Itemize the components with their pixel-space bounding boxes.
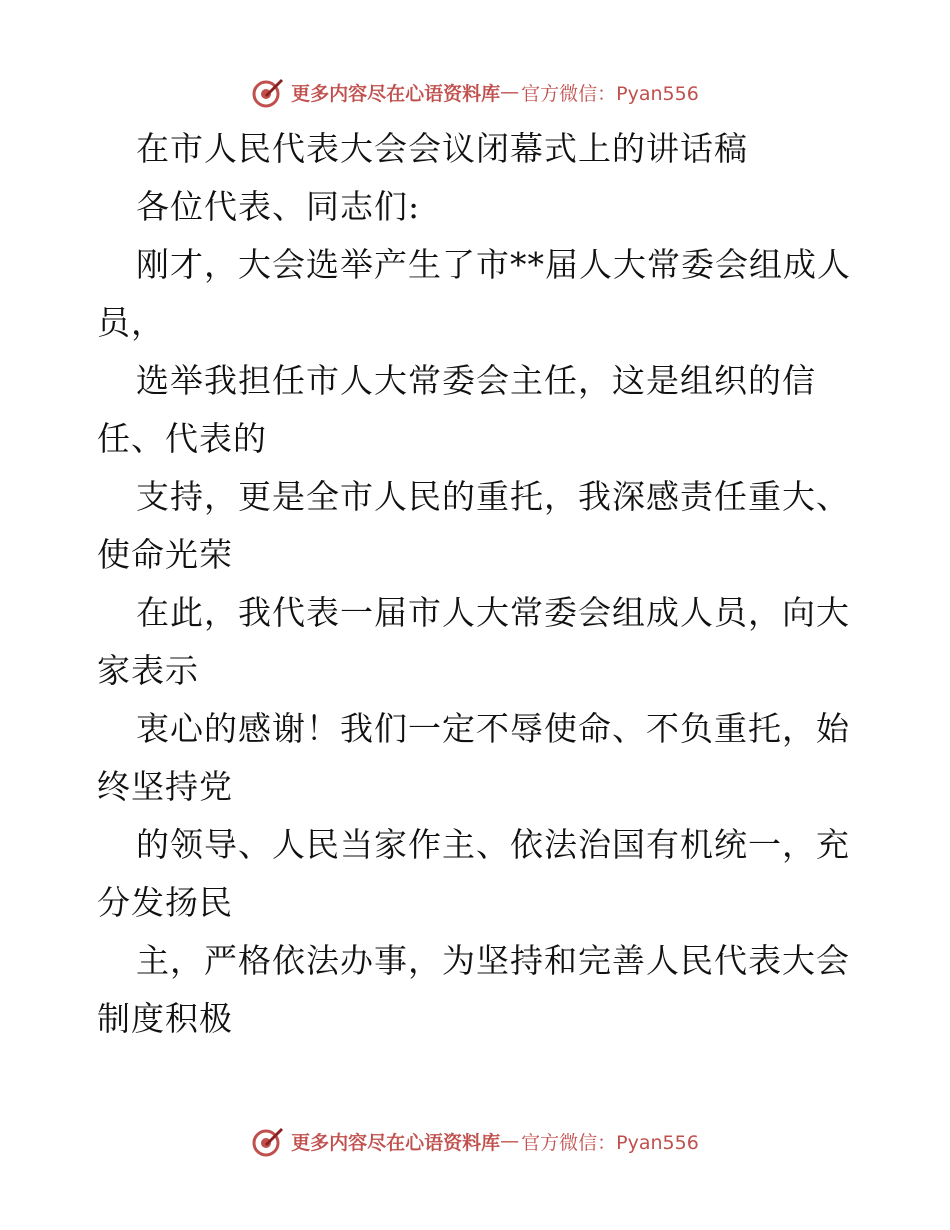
header-dash: —	[500, 81, 520, 103]
body-line: 在此，我代表一届市人大常委会组成人员，向大	[136, 593, 850, 632]
header-watermark	[0, 72, 950, 112]
body-line: 衷心的感谢！我们一定不辱使命、不负重托，始	[136, 709, 850, 748]
body-line: 的领导、人民当家作主、依法治国有机统一，充	[136, 825, 850, 864]
body-line: 任、代表的	[97, 419, 267, 458]
footer-wechat-text: 官方微信：Pyan556	[521, 1131, 699, 1154]
body-line: 终坚持党	[97, 767, 233, 806]
document-body	[97, 120, 857, 1048]
salutation: 各位代表、同志们:	[136, 187, 421, 226]
body-line: 使命光荣	[97, 535, 233, 574]
body-line: 刚才，大会选举产生了市**届人大常委会组成人	[136, 245, 851, 284]
header-wechat-text: 官方微信：Pyan556	[521, 82, 699, 105]
body-line: 员，	[97, 303, 165, 342]
body-line: 选举我担任市人大常委会主任，这是组织的信	[136, 361, 816, 400]
pen-logo-icon	[251, 75, 285, 109]
pen-logo-icon	[251, 1124, 285, 1158]
header-brand-text: 更多内容尽在心语资料库	[291, 82, 501, 105]
body-line: 主，严格依法办事，为坚持和完善人民代表大会	[136, 941, 850, 980]
footer-watermark	[0, 1121, 950, 1161]
footer-brand-text: 更多内容尽在心语资料库	[291, 1131, 501, 1154]
footer-dash: —	[500, 1130, 520, 1152]
body-line: 分发扬民	[97, 883, 233, 922]
body-line: 制度积极	[97, 999, 233, 1038]
document-title: 在市人民代表大会会议闭幕式上的讲话稿	[136, 129, 748, 168]
body-line: 支持，更是全市人民的重托，我深感责任重大、	[136, 477, 850, 516]
body-line: 家表示	[97, 651, 199, 690]
